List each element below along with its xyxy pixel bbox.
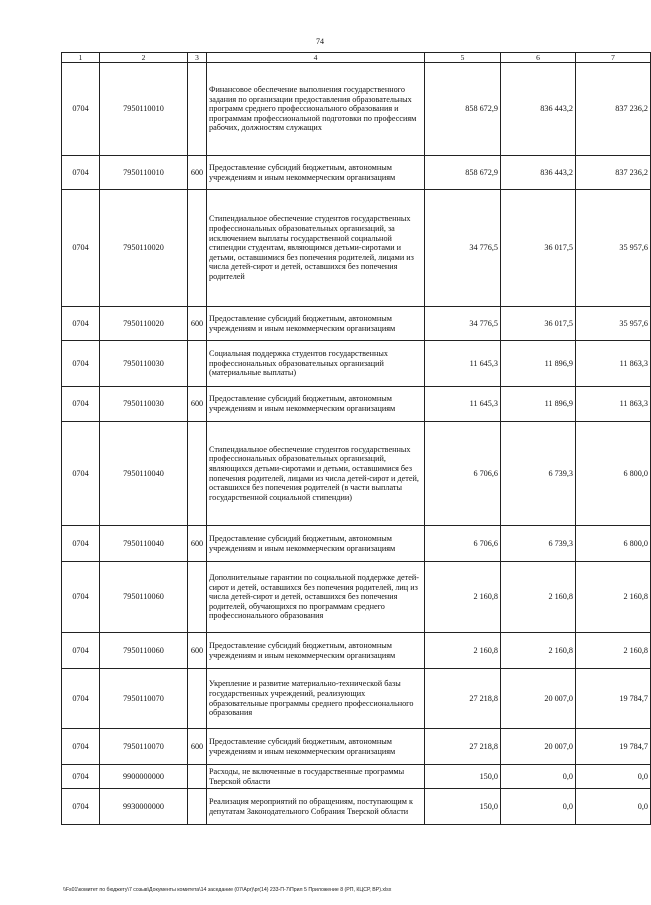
amount-col-7: 0,0 — [576, 765, 651, 789]
table-header-row — [62, 53, 651, 63]
row-description: Расходы, не включенные в государственные программы Тверской области — [207, 765, 425, 789]
amount-col-7: 35 957,6 — [576, 190, 651, 307]
section-code: 0704 — [62, 63, 100, 156]
amount-col-5: 11 645,3 — [425, 341, 501, 387]
expense-type-code — [188, 341, 207, 387]
amount-col-7: 0,0 — [576, 789, 651, 825]
amount-col-7: 19 784,7 — [576, 729, 651, 765]
amount-col-6: 36 017,5 — [501, 190, 576, 307]
header-col-3: 3 — [188, 53, 207, 63]
row-description: Стипендиальное обеспечение студентов государственных профессиональных образовательных организаций, являющихся детьми-сиротами и детьми, оставшимися без попечения родителей, лицами из числа детей-сирот и детей, оставшихся без попечения родителей (в части выплаты государственной социальной стипендии) — [207, 422, 425, 526]
expense-type-code — [188, 190, 207, 307]
amount-col-6: 836 443,2 — [501, 156, 576, 190]
amount-col-5: 11 645,3 — [425, 387, 501, 422]
expense-type-code — [188, 789, 207, 825]
table-row — [62, 341, 651, 387]
target-article-code: 7950110070 — [100, 669, 188, 729]
amount-col-6: 6 739,3 — [501, 422, 576, 526]
section-code: 0704 — [62, 789, 100, 825]
amount-col-7: 2 160,8 — [576, 562, 651, 633]
amount-col-7: 19 784,7 — [576, 669, 651, 729]
page-number: 74 — [316, 37, 324, 46]
amount-col-6: 2 160,8 — [501, 562, 576, 633]
amount-col-6: 2 160,8 — [501, 633, 576, 669]
table-row — [62, 765, 651, 789]
header-col-6: 6 — [501, 53, 576, 63]
table-row — [62, 669, 651, 729]
section-code: 0704 — [62, 387, 100, 422]
amount-col-6: 11 896,9 — [501, 341, 576, 387]
table-row — [62, 307, 651, 341]
target-article-code: 9900000000 — [100, 765, 188, 789]
section-code: 0704 — [62, 190, 100, 307]
target-article-code: 7950110010 — [100, 63, 188, 156]
amount-col-5: 150,0 — [425, 765, 501, 789]
amount-col-7: 2 160,8 — [576, 633, 651, 669]
row-description: Стипендиальное обеспечение студентов государственных профессиональных образовательных организаций, за исключением выплаты государственной социальной стипендии студентам, являющимся детьми-сиротами и детьми, оставшимися без попечения родителей, лицами из числа детей-сирот и детей, оставшихся без попечения родителей — [207, 190, 425, 307]
amount-col-5: 858 672,9 — [425, 156, 501, 190]
section-code: 0704 — [62, 669, 100, 729]
expense-type-code — [188, 765, 207, 789]
section-code: 0704 — [62, 341, 100, 387]
target-article-code: 7950110020 — [100, 190, 188, 307]
target-article-code: 7950110060 — [100, 562, 188, 633]
amount-col-5: 858 672,9 — [425, 63, 501, 156]
amount-col-5: 150,0 — [425, 789, 501, 825]
amount-col-6: 20 007,0 — [501, 729, 576, 765]
amount-col-6: 0,0 — [501, 765, 576, 789]
amount-col-5: 27 218,8 — [425, 729, 501, 765]
amount-col-7: 11 863,3 — [576, 341, 651, 387]
table-row — [62, 633, 651, 669]
expense-type-code — [188, 422, 207, 526]
row-description: Реализация мероприятий по обращениям, поступающим к депутатам Законодательного Собрания Тверской области — [207, 789, 425, 825]
table-row — [62, 562, 651, 633]
amount-col-6: 11 896,9 — [501, 387, 576, 422]
section-code: 0704 — [62, 562, 100, 633]
section-code: 0704 — [62, 729, 100, 765]
row-description: Предоставление субсидий бюджетным, автономным учреждениям и иным некоммерческим организациям — [207, 526, 425, 562]
amount-col-5: 34 776,5 — [425, 307, 501, 341]
table-row — [62, 729, 651, 765]
amount-col-5: 2 160,8 — [425, 562, 501, 633]
expense-type-code: 600 — [188, 633, 207, 669]
amount-col-7: 11 863,3 — [576, 387, 651, 422]
header-col-7: 7 — [576, 53, 651, 63]
amount-col-5: 34 776,5 — [425, 190, 501, 307]
target-article-code: 7950110030 — [100, 341, 188, 387]
table-row — [62, 63, 651, 156]
expense-type-code: 600 — [188, 156, 207, 190]
target-article-code: 7950110040 — [100, 422, 188, 526]
amount-col-5: 2 160,8 — [425, 633, 501, 669]
target-article-code: 7950110030 — [100, 387, 188, 422]
section-code: 0704 — [62, 156, 100, 190]
expense-type-code — [188, 562, 207, 633]
amount-col-7: 837 236,2 — [576, 156, 651, 190]
amount-col-7: 6 800,0 — [576, 526, 651, 562]
amount-col-6: 20 007,0 — [501, 669, 576, 729]
section-code: 0704 — [62, 307, 100, 341]
target-article-code: 7950110020 — [100, 307, 188, 341]
row-description: Социальная поддержка студентов государственных профессиональных образовательных организаций (материальные выплаты) — [207, 341, 425, 387]
target-article-code: 9930000000 — [100, 789, 188, 825]
section-code: 0704 — [62, 633, 100, 669]
expense-type-code: 600 — [188, 387, 207, 422]
amount-col-7: 837 236,2 — [576, 63, 651, 156]
expense-type-code — [188, 669, 207, 729]
row-description: Предоставление субсидий бюджетным, автономным учреждениям и иным некоммерческим организациям — [207, 156, 425, 190]
row-description: Финансовое обеспечение выполнения государственного задания по организации предоставления образовательных программ среднего профессионального образования и программам профессиональной подготовки по профессиям рабочих, должностям служащих — [207, 63, 425, 156]
row-description: Дополнительные гарантии по социальной поддержке детей-сирот и детей, оставшихся без попечения родителей, лиц из числа детей-сирот и детей, оставшихся без попечения родителей, обучающихся по программам среднего профессионального образования — [207, 562, 425, 633]
section-code: 0704 — [62, 765, 100, 789]
amount-col-6: 36 017,5 — [501, 307, 576, 341]
table-row — [62, 789, 651, 825]
section-code: 0704 — [62, 422, 100, 526]
amount-col-6: 6 739,3 — [501, 526, 576, 562]
header-col-1: 1 — [62, 53, 100, 63]
amount-col-6: 836 443,2 — [501, 63, 576, 156]
target-article-code: 7950110010 — [100, 156, 188, 190]
header-col-4: 4 — [207, 53, 425, 63]
target-article-code: 7950110070 — [100, 729, 188, 765]
expense-type-code: 600 — [188, 307, 207, 341]
amount-col-7: 35 957,6 — [576, 307, 651, 341]
table-row — [62, 387, 651, 422]
budget-table — [61, 52, 651, 825]
row-description: Предоставление субсидий бюджетным, автономным учреждениям и иным некоммерческим организациям — [207, 729, 425, 765]
amount-col-7: 6 800,0 — [576, 422, 651, 526]
row-description: Предоставление субсидий бюджетным, автономным учреждениям и иным некоммерческим организациям — [207, 387, 425, 422]
target-article-code: 7950110060 — [100, 633, 188, 669]
amount-col-6: 0,0 — [501, 789, 576, 825]
table-row — [62, 190, 651, 307]
footer-file-path: \\Fs01\комитет по бюджету\7 созыв\Документы комитета\14 заседание (07\Apr)\pr(14) 233-П-7\Прил 5 Приложение 8 (РП, КЦСР, ВР).xlsx — [63, 887, 392, 893]
row-description: Предоставление субсидий бюджетным, автономным учреждениям и иным некоммерческим организациям — [207, 633, 425, 669]
table-row — [62, 526, 651, 562]
table-row — [62, 156, 651, 190]
row-description: Укрепление и развитие материально-технической базы государственных учреждений, реализующих образовательные программы среднего профессионального образования — [207, 669, 425, 729]
section-code: 0704 — [62, 526, 100, 562]
amount-col-5: 6 706,6 — [425, 422, 501, 526]
expense-type-code: 600 — [188, 526, 207, 562]
amount-col-5: 27 218,8 — [425, 669, 501, 729]
table-row — [62, 422, 651, 526]
header-col-2: 2 — [100, 53, 188, 63]
row-description: Предоставление субсидий бюджетным, автономным учреждениям и иным некоммерческим организациям — [207, 307, 425, 341]
amount-col-5: 6 706,6 — [425, 526, 501, 562]
target-article-code: 7950110040 — [100, 526, 188, 562]
expense-type-code — [188, 63, 207, 156]
expense-type-code: 600 — [188, 729, 207, 765]
header-col-5: 5 — [425, 53, 501, 63]
